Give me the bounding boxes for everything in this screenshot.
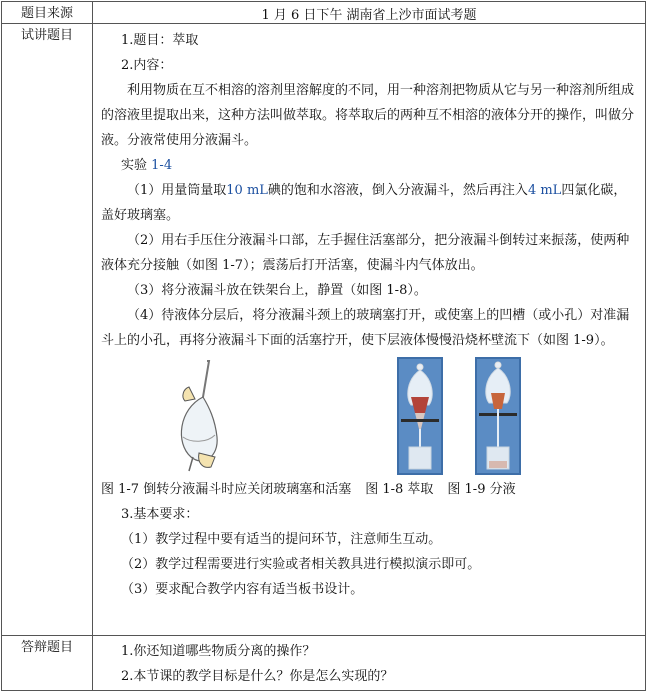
step-1-volume-2: 4 mL bbox=[527, 183, 562, 198]
experiment-heading bbox=[101, 153, 637, 178]
topic-line: 1.题目：萃取 bbox=[121, 33, 199, 48]
step-1-part-b: 碘的饱和水溶液，倒入分液漏斗，然后再注入 bbox=[267, 183, 528, 198]
defense-content-cell bbox=[93, 636, 646, 691]
step-3: （3）将分液漏斗放在铁架台上，静置（如图 1-8）。 bbox=[127, 283, 427, 298]
requirement-3: （3）要求配合教学内容有适当板书设计。 bbox=[121, 582, 364, 597]
defense-content bbox=[93, 636, 645, 689]
extraction-figure bbox=[397, 357, 443, 475]
caption-fig-1-8: 图 1-8 萃取 bbox=[365, 482, 434, 497]
inverted-funnel-figure bbox=[169, 357, 229, 475]
requirement-2: （2）教学过程需要进行实验或者相关教具进行模拟演示即可。 bbox=[121, 557, 481, 572]
defense-row bbox=[2, 636, 646, 691]
step-1-volume-1: 10 mL bbox=[226, 183, 268, 198]
caption-fig-1-7: 图 1-7 倒转分液漏斗时应关闭玻璃塞和活塞 bbox=[101, 482, 352, 497]
source-label: 题目来源 bbox=[2, 2, 93, 24]
requirement-1: （1）教学过程中要有适当的提问环节，注意师生互动。 bbox=[121, 532, 442, 547]
trial-label: 试讲题目 bbox=[2, 24, 93, 636]
trial-content bbox=[93, 24, 645, 602]
step-1 bbox=[101, 178, 637, 228]
step-1-part-c: 四氯化碳，盖好玻璃塞。 bbox=[101, 183, 627, 223]
requirements-heading: 3.基本要求： bbox=[121, 507, 199, 522]
separation-figure bbox=[475, 357, 521, 475]
source-row bbox=[2, 2, 646, 24]
trial-content-cell bbox=[93, 24, 646, 636]
defense-question-2: 2.本节课的教学目标是什么？你是怎么实现的？ bbox=[121, 669, 394, 684]
experiment-label: 实验 bbox=[121, 158, 148, 173]
step-4: （4）待液体分层后，将分液漏斗颈上的玻璃塞打开，或使塞上的凹槽（或小孔）对准漏斗上的小孔，再将分液漏斗下面的活塞拧开，使下层液体慢慢沿烧杯壁流下（如图 1-9）。 bbox=[101, 308, 630, 348]
step-1-part-a: （1）用量筒量取 bbox=[127, 183, 227, 198]
defense-label: 答辩题目 bbox=[2, 636, 93, 691]
trial-row bbox=[2, 24, 646, 636]
caption-fig-1-9: 图 1-9 分液 bbox=[447, 482, 516, 497]
definition-paragraph: 利用物质在互不相溶的溶剂里溶解度的不同，用一种溶剂把物质从它与另一种溶剂所组成的溶液里提取出来，这种方法叫做萃取。将萃取后的两种互不相溶的液体分开的操作，叫做分液。分液常使用分液漏斗。 bbox=[101, 83, 635, 148]
experiment-number: 1-4 bbox=[151, 158, 173, 173]
content-heading: 2.内容： bbox=[121, 58, 173, 73]
source-title: 1 月 6 日下午 湖南省上沙市面试考题 bbox=[93, 2, 646, 24]
step-2: （2）用右手压住分液漏斗口部，左手握住活塞部分，把分液漏斗倒转过来振荡，使两种液体充分接触（如图 1-7）；震荡后打开活塞，使漏斗内气体放出。 bbox=[101, 233, 630, 273]
defense-question-1: 1.你还知道哪些物质分离的操作？ bbox=[121, 644, 316, 659]
figure-row bbox=[101, 357, 637, 477]
figure-captions bbox=[101, 477, 637, 502]
interview-question-table bbox=[1, 1, 646, 691]
